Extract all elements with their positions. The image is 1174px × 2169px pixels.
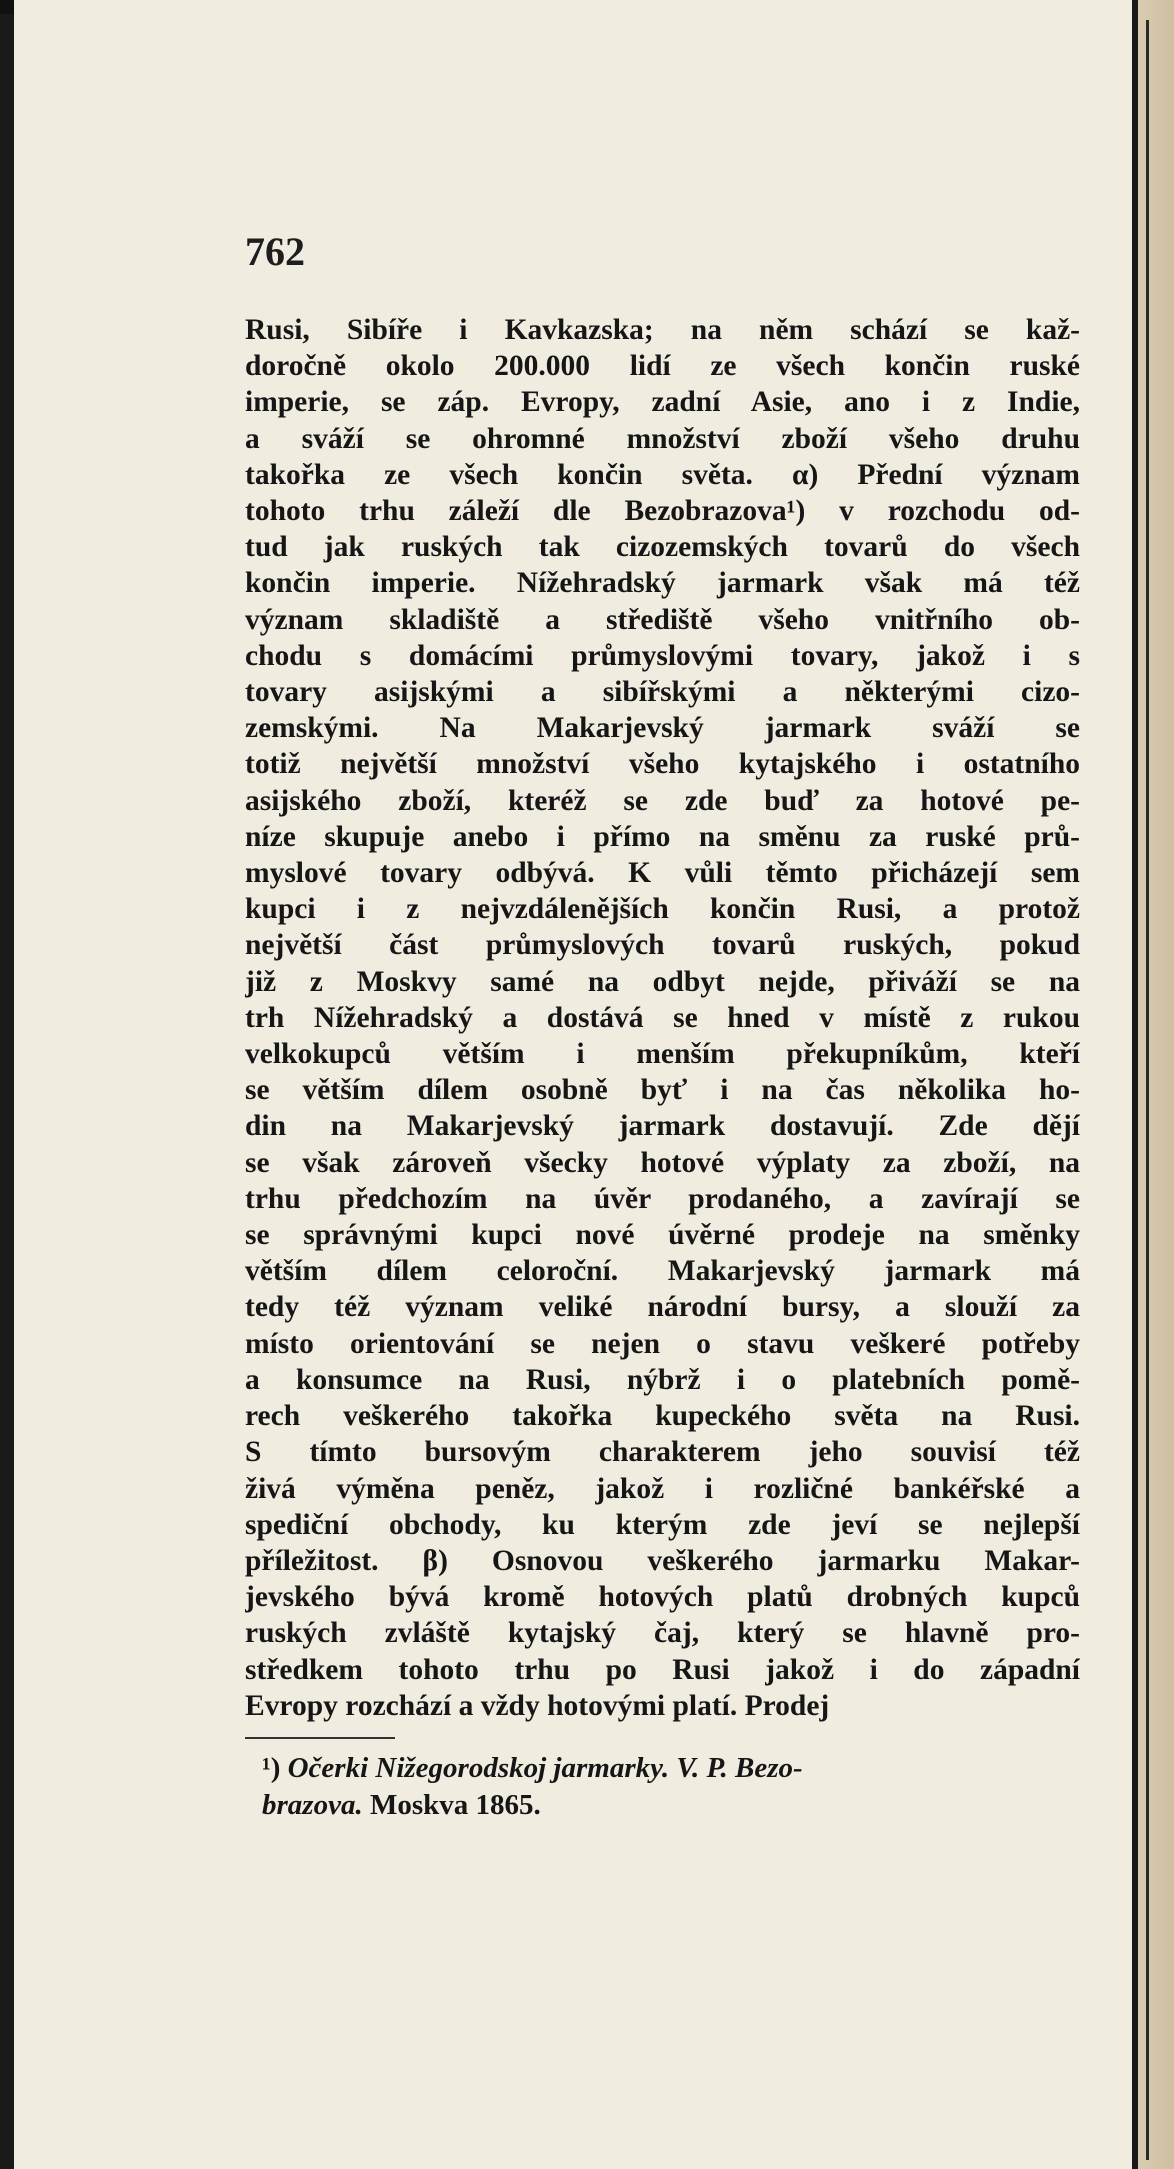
text-line: význam skladiště a střediště všeho vnitřního ob- — [245, 603, 1080, 636]
text-line: již z Moskvy samé na odbyt nejde, přiváží se na — [245, 965, 1080, 998]
text-line: din na Makarjevský jarmark dostavují. Zde dějí — [245, 1110, 1080, 1143]
text-line: místo orientování se nejen o stavu veškeré potřeby — [245, 1327, 1080, 1360]
text-line: se větším dílem osobně byť i na čas několika ho- — [245, 1074, 1080, 1107]
footnote-author-cont: brazova. — [262, 1789, 363, 1821]
text-line: asijského zboží, kteréž se zde buď za hotové pe- — [245, 784, 1080, 817]
text-line: ruských zvláště kytajský čaj, který se hlavně pro- — [245, 1617, 1080, 1650]
text-line: končin imperie. Nížehradský jarmark však má též — [245, 567, 1080, 600]
text-line: trh Nížehradský a dostává se hned v místě z rukou — [245, 1001, 1080, 1034]
text-line: živá výměna peněz, jakož i rozličné bankéřské a — [245, 1472, 1080, 1505]
text-line: spediční obchody, ku kterým zde jeví se nejlepší — [245, 1508, 1080, 1541]
page-number: 762 — [245, 229, 305, 274]
text-line: tud jak ruských tak cizozemských tovarů do všech — [245, 531, 1080, 564]
body-text — [245, 312, 1080, 1724]
text-line: tohoto trhu záleží dle Bezobrazova¹) v rozchodu od- — [245, 495, 1080, 528]
text-line: se však zároveň všecky hotové výplaty za zboží, na — [245, 1146, 1080, 1179]
footnote-title: Očerki Nižegorodskoj jarmarky. — [287, 1752, 670, 1784]
text-line: myslové tovary odbývá. K vůli těmto přicházejí sem — [245, 857, 1080, 890]
text-line: takořka ze všech končin světa. α) Přední význam — [245, 458, 1080, 491]
text-line: největší část průmyslových tovarů ruských, pokud — [245, 929, 1080, 962]
text-line: a konsumce na Rusi, nýbrž i o platebních pomě- — [245, 1363, 1080, 1396]
text-line: trhu předchozím na úvěr prodaného, a zavírají se — [245, 1182, 1080, 1215]
text-line: Evropy rozchází a vždy hotovými platí. Prodej — [245, 1689, 830, 1722]
footnote-line-1 — [262, 1750, 1082, 1787]
gutter-line — [1146, 20, 1149, 2160]
text-line: větším dílem celoroční. Makarjevský jarmark má — [245, 1255, 1080, 1288]
text-line: níze skupuje anebo i přímo na směnu za ruské prů- — [245, 820, 1080, 853]
page-gutter — [1132, 0, 1174, 2169]
footnote-line-2 — [262, 1787, 1082, 1824]
text-line: středkem tohoto trhu po Rusi jakož i do západní — [245, 1653, 1080, 1686]
footnote — [262, 1750, 1082, 1824]
text-line: velkokupců větším i menším překupníkům, kteří — [245, 1038, 1080, 1071]
text-line: Rusi, Sibíře i Kavkazska; na něm schází se kaž- — [245, 314, 1080, 346]
text-line: kupci i z nejvzdálenějších končin Rusi, a protož — [245, 893, 1080, 926]
text-line: a sváží se ohromné množství zboží všeho druhu — [245, 422, 1080, 455]
footnote-author: V. P. Bezo- — [676, 1752, 803, 1784]
text-line: příležitost. β) Osnovou veškerého jarmarku Makar- — [245, 1544, 1080, 1577]
text-line: jevského bývá kromě hotových platů drobných kupců — [245, 1581, 1080, 1614]
text-line: doročně okolo 200.000 lidí ze všech končin ruské — [245, 350, 1080, 383]
text-line: zemskými. Na Makarjevský jarmark sváží se — [245, 712, 1080, 745]
text-line: chodu s domácími průmyslovými tovary, jakož i s — [245, 639, 1080, 672]
text-line: S tímto bursovým charakterem jeho souvisí též — [245, 1436, 1080, 1469]
text-line: tedy též význam veliké národní bursy, a slouží za — [245, 1291, 1080, 1324]
text-line: rech veškerého takořka kupeckého světa na Rusi. — [245, 1400, 1080, 1433]
text-line: tovary asijskými a sibířskými a některými cizo- — [245, 676, 1080, 709]
text-line: totiž největší množství všeho kytajského i ostatního — [245, 748, 1080, 781]
footnote-mark: ¹) — [262, 1752, 281, 1784]
footnote-place: Moskva 1865. — [369, 1789, 541, 1821]
text-line: se správnými kupci nové úvěrné prodeje na směnky — [245, 1219, 1080, 1252]
footnote-rule — [245, 1737, 395, 1739]
text-line: imperie, se záp. Evropy, zadní Asie, ano i z Indie, — [245, 386, 1080, 419]
